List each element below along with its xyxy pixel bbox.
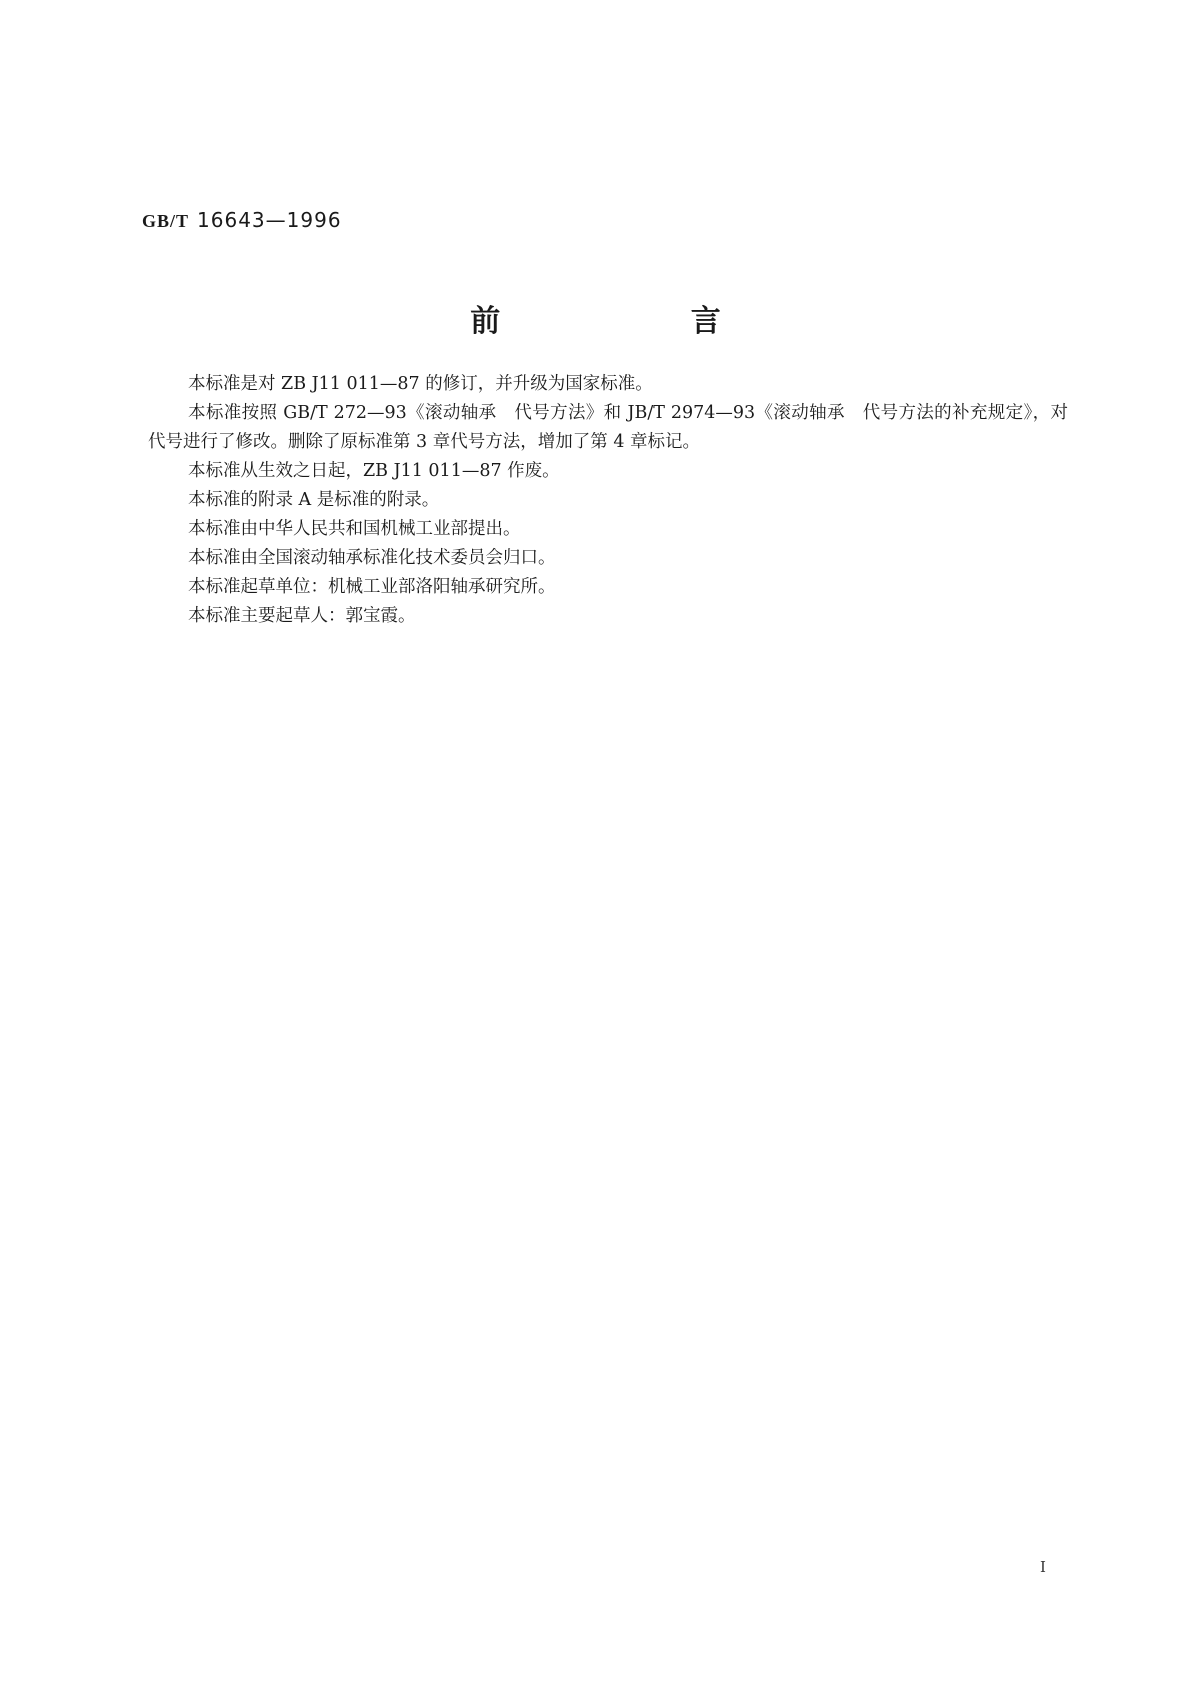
standard-prefix: GB/T bbox=[142, 211, 190, 231]
paragraph: 本标准按照 GB/T 272—93《滚动轴承 代号方法》和 JB/T 2974—93《滚动轴承 代号方法的补充规定》，对代号进行了修改。删除了原标准第 3 章代号方法，增加了第 4 章标记。 bbox=[148, 403, 1068, 452]
paragraph: 本标准是对 ZB J11 011—87 的修订，并升级为国家标准。 bbox=[188, 374, 653, 394]
paragraph: 本标准由中华人民共和国机械工业部提出。 bbox=[188, 519, 521, 539]
paragraph: 本标准的附录 A 是标准的附录。 bbox=[188, 490, 440, 510]
standard-code bbox=[142, 208, 342, 232]
paragraph: 本标准起草单位：机械工业部洛阳轴承研究所。 bbox=[188, 577, 556, 597]
page-heading: 前 言 bbox=[470, 304, 811, 339]
paragraph: 本标准从生效之日起，ZB J11 011—87 作废。 bbox=[188, 461, 560, 481]
standard-number: 16643—1996 bbox=[197, 208, 342, 232]
paragraph: 本标准主要起草人：郭宝霞。 bbox=[188, 606, 416, 626]
foreword-body bbox=[148, 370, 1068, 631]
paragraph: 本标准由全国滚动轴承标准化技术委员会归口。 bbox=[188, 548, 556, 568]
page-number: I bbox=[1040, 1558, 1046, 1576]
